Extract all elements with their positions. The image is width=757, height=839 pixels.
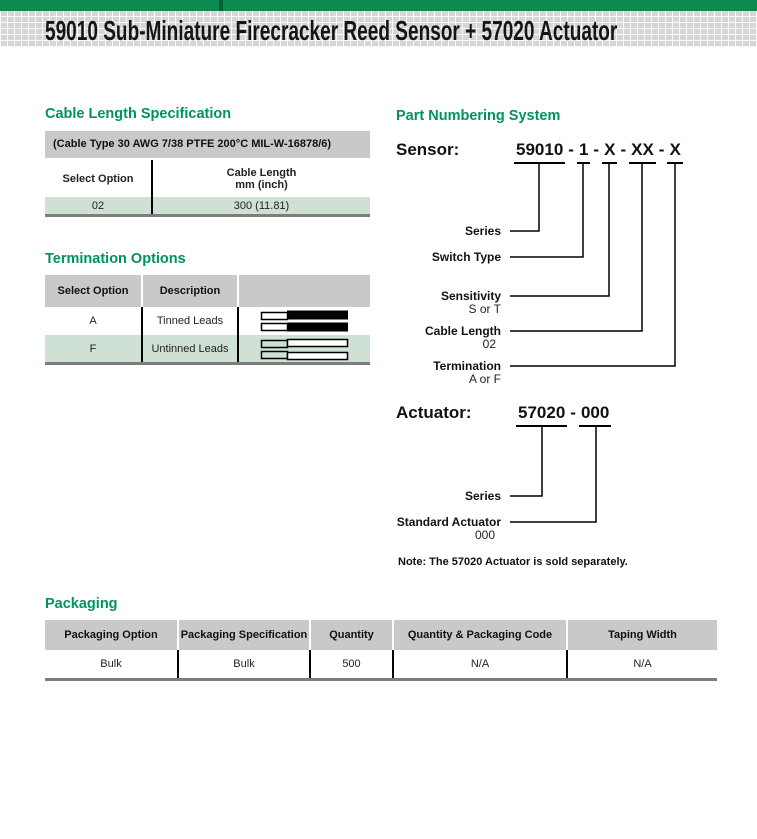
sensor-sensitivity-label: Sensitivity bbox=[440, 289, 501, 303]
packaging-col-header: Quantity bbox=[311, 620, 392, 650]
actuator-standard-label: Standard Actuator bbox=[396, 515, 501, 529]
sensor-cable-length-value: 02 bbox=[482, 337, 496, 351]
packaging-heading: Packaging bbox=[45, 596, 118, 612]
top-bar-tick bbox=[219, 0, 223, 11]
termination-description-cell: Untinned Leads bbox=[151, 342, 229, 355]
termination-header-row bbox=[45, 275, 370, 307]
sensor-segment-termination: X bbox=[667, 140, 682, 164]
cable-length-cell: 300 (11.81) bbox=[233, 199, 290, 212]
separator: - bbox=[658, 140, 665, 159]
cable-spec-header-row bbox=[45, 160, 370, 197]
packaging-col-header: Taping Width bbox=[568, 620, 717, 650]
cable-spec-table bbox=[45, 131, 370, 217]
sensor-sensitivity-value: S or T bbox=[468, 302, 501, 316]
sensor-segment-sensitivity: X bbox=[602, 140, 617, 164]
cable-spec-col1-header: Select Option bbox=[45, 160, 151, 197]
sensor-connector-lines bbox=[390, 164, 700, 374]
packaging-cell: Bulk bbox=[233, 658, 255, 670]
cable-spec-heading: Cable Length Specification bbox=[45, 106, 232, 122]
separator: - bbox=[568, 140, 574, 159]
packaging-data-row bbox=[45, 650, 717, 678]
sensor-part-number bbox=[514, 140, 683, 164]
packaging-cell: Bulk bbox=[100, 658, 122, 670]
packaging-col-header: Packaging Option bbox=[45, 620, 177, 650]
actuator-connector-lines bbox=[390, 427, 700, 527]
top-green-bar bbox=[0, 0, 757, 11]
termination-table bbox=[45, 275, 370, 365]
cable-spec-caption: (Cable Type 30 AWG 7/38 PTFE 200°C MIL-W-16878/6) bbox=[45, 131, 370, 158]
actuator-segment-standard: 000 bbox=[579, 403, 611, 427]
cable-spec-data-row bbox=[45, 197, 370, 214]
termination-row-a bbox=[45, 307, 370, 335]
actuator-segment-series: 57020 bbox=[516, 403, 567, 427]
sensor-segment-switch-type: 1 bbox=[577, 140, 590, 164]
untinned-leads-graphic bbox=[239, 335, 370, 362]
packaging-cell: 500 bbox=[342, 658, 361, 670]
packaging-table bbox=[45, 620, 717, 681]
termination-col2-header: Description bbox=[143, 275, 237, 307]
packaging-col-header: Packaging Specification bbox=[179, 620, 309, 650]
separator: - bbox=[570, 403, 576, 422]
termination-col1-header: Select Option bbox=[45, 275, 141, 307]
sensor-cable-length-label: Cable Length bbox=[424, 324, 501, 338]
cable-length-header-line1: Cable Length bbox=[226, 166, 297, 179]
title-band bbox=[0, 11, 757, 47]
packaging-col-header: Quantity & Packaging Code bbox=[394, 620, 566, 650]
packaging-cell: N/A bbox=[633, 658, 652, 670]
cable-option-cell: 02 bbox=[91, 199, 105, 212]
sensor-termination-value: A or F bbox=[468, 372, 501, 386]
page-title: 59010 Sub-Miniature Firecracker Reed Sensor + 57020 Actuator bbox=[45, 15, 618, 46]
sensor-segment-cable-length: XX bbox=[629, 140, 656, 164]
actuator-series-label: Series bbox=[464, 489, 501, 503]
termination-description-cell: Tinned Leads bbox=[156, 315, 224, 327]
sensor-termination-label: Termination bbox=[433, 359, 501, 373]
actuator-standard-value: 000 bbox=[474, 528, 495, 542]
packaging-cell: N/A bbox=[470, 658, 490, 670]
sensor-series-label: Series bbox=[464, 224, 501, 238]
part-numbering-heading: Part Numbering System bbox=[396, 108, 561, 124]
termination-row-f bbox=[45, 335, 370, 362]
sensor-segment-series: 59010 bbox=[514, 140, 565, 164]
termination-option-cell: A bbox=[89, 315, 97, 327]
actuator-part-number bbox=[516, 403, 611, 427]
cable-spec-col2-header bbox=[153, 160, 370, 197]
tinned-leads-graphic bbox=[239, 307, 370, 335]
actuator-label: Actuator: bbox=[396, 403, 472, 422]
sensor-label: Sensor: bbox=[396, 140, 460, 159]
termination-heading: Termination Options bbox=[45, 251, 186, 267]
actuator-note: Note: The 57020 Actuator is sold separately. bbox=[398, 556, 628, 568]
separator: - bbox=[593, 140, 600, 159]
packaging-header-row bbox=[45, 620, 717, 650]
termination-option-cell: F bbox=[89, 342, 97, 355]
separator: - bbox=[620, 140, 627, 159]
termination-col3-header bbox=[239, 275, 370, 307]
sensor-switch-type-label: Switch Type bbox=[431, 250, 501, 264]
cable-length-header-line2: mm (inch) bbox=[235, 178, 288, 191]
